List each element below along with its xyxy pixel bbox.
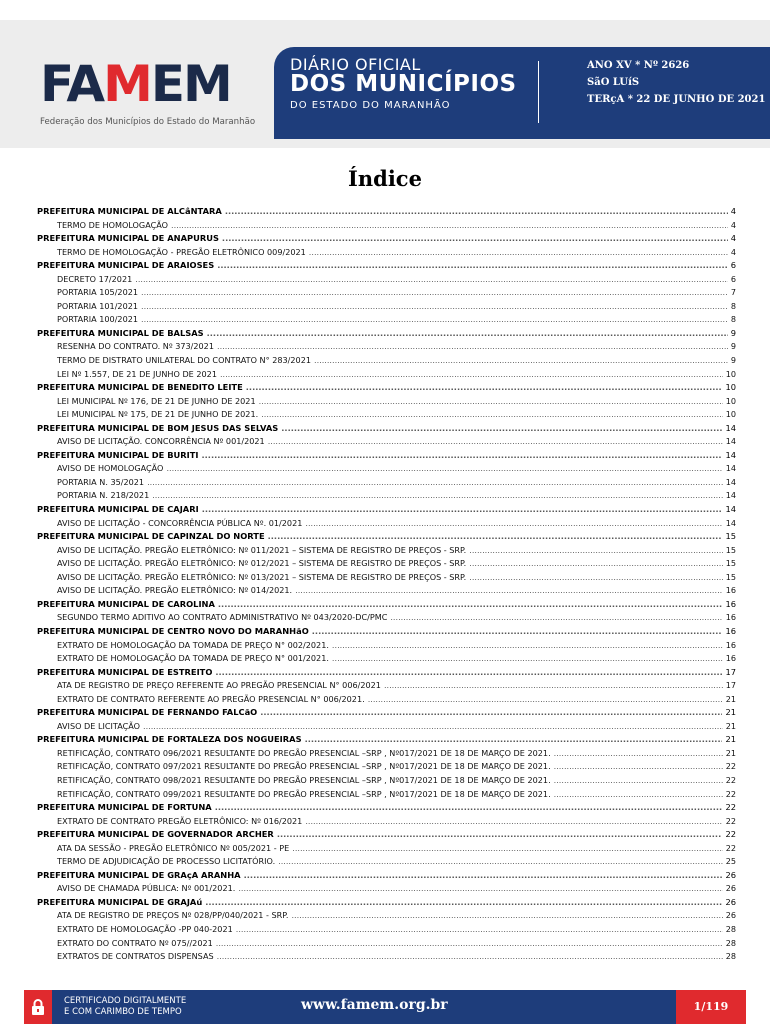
toc-leader xyxy=(152,490,722,500)
toc-leader xyxy=(305,518,722,528)
toc-leader xyxy=(202,450,723,460)
toc-leader xyxy=(292,843,722,853)
toc-section-heading[interactable] xyxy=(37,734,736,748)
toc-label: ATA DA SESSÃO - PREGÃO ELETRÔNICO Nº 005/2021 - PE xyxy=(57,842,290,853)
toc-entry[interactable] xyxy=(37,301,736,315)
toc-leader xyxy=(246,382,723,392)
toc-page-number: 16 xyxy=(725,639,736,650)
toc-leader xyxy=(216,938,723,948)
toc-entry[interactable] xyxy=(37,341,736,355)
toc-leader xyxy=(236,924,723,934)
title-line-2: DOS MUNICÍPIOS xyxy=(290,71,517,97)
toc-label: LEI MUNICIPAL Nº 176, DE 21 DE JUNHO DE 2021 xyxy=(57,395,256,406)
toc-section-heading[interactable] xyxy=(37,233,736,247)
toc-leader xyxy=(469,545,722,555)
toc-leader xyxy=(238,883,722,893)
toc-section-heading[interactable] xyxy=(37,450,736,464)
toc-label: RESENHA DO CONTRATO. Nº 373/2021 xyxy=(57,341,214,352)
page-number: 1/119 xyxy=(676,990,746,1024)
toc-leader xyxy=(554,789,723,799)
toc-leader xyxy=(332,640,723,650)
toc-page-number: 22 xyxy=(725,774,736,785)
title-banner xyxy=(274,47,770,139)
toc-entry[interactable] xyxy=(37,409,736,423)
toc-page-number: 21 xyxy=(725,693,736,704)
toc-label: TERMO DE HOMOLOGAÇÃO xyxy=(57,219,169,230)
toc-leader xyxy=(390,612,722,622)
toc-label: PREFEITURA MUNICIPAL DE GRAJAú xyxy=(37,896,203,907)
toc-page-number: 15 xyxy=(725,571,736,582)
toc-label: EXTRATOS DE CONTRATOS DISPENSAS xyxy=(57,951,214,962)
toc-entry[interactable] xyxy=(37,653,736,667)
toc-page-number: 22 xyxy=(725,815,736,826)
toc-page-number: 14 xyxy=(725,436,736,447)
toc-entry[interactable] xyxy=(37,287,736,301)
toc-page-number: 9 xyxy=(730,355,736,366)
toc-leader xyxy=(281,423,722,433)
toc-page-number: 26 xyxy=(725,869,736,880)
toc-label: PORTARIA N. 35/2021 xyxy=(57,476,145,487)
toc-entry[interactable] xyxy=(37,951,736,965)
toc-leader xyxy=(207,328,728,338)
toc-page-number: 26 xyxy=(725,910,736,921)
toc-label: ATA DE REGISTRO DE PREÇOS Nº 028/PP/040/2021 - SRP. xyxy=(57,910,289,921)
toc-leader xyxy=(469,558,722,568)
toc-leader xyxy=(217,951,723,961)
toc-page-number: 9 xyxy=(730,341,736,352)
toc-entry[interactable] xyxy=(37,490,736,504)
toc-entry[interactable] xyxy=(37,369,736,383)
toc-section-heading[interactable] xyxy=(37,382,736,396)
toc-page-number: 4 xyxy=(730,233,736,244)
toc-leader xyxy=(305,734,723,744)
table-of-contents xyxy=(37,206,736,965)
toc-label: AVISO DE CHAMADA PÚBLICA: Nº 001/2021. xyxy=(57,883,236,894)
toc-page-number: 25 xyxy=(725,856,736,867)
toc-entry[interactable] xyxy=(37,843,736,857)
toc-leader xyxy=(278,856,723,866)
toc-page-number: 28 xyxy=(725,923,736,934)
toc-section-heading[interactable] xyxy=(37,802,736,816)
toc-leader xyxy=(384,680,723,690)
toc-label: LEI MUNICIPAL Nº 175, DE 21 DE JUNHO DE 2021. xyxy=(57,409,259,420)
toc-leader xyxy=(217,260,728,270)
toc-leader xyxy=(554,775,723,785)
toc-page-number: 6 xyxy=(730,273,736,284)
toc-entry[interactable] xyxy=(37,938,736,952)
toc-label: RETIFICAÇÃO, CONTRATO 097/2021 RESULTANTE DO PREGÃO PRESENCIAL –SRP , Nº017/2021 DE 18 DE MARÇO DE 2021. xyxy=(57,761,551,772)
toc-page-number: 9 xyxy=(730,327,736,338)
toc-page-number: 22 xyxy=(725,842,736,853)
toc-label: PREFEITURA MUNICIPAL DE BURITI xyxy=(37,449,199,460)
toc-entry[interactable] xyxy=(37,748,736,762)
toc-label: AVISO DE LICITAÇÃO - CONCORRÊNCIA PÚBLICA Nº. 01/2021 xyxy=(57,517,303,528)
toc-page-number: 26 xyxy=(725,883,736,894)
toc-page-number: 4 xyxy=(730,246,736,257)
footer-bar xyxy=(24,990,746,1024)
toc-label: PREFEITURA MUNICIPAL DE FERNANDO FALCãO xyxy=(37,707,258,718)
toc-leader xyxy=(368,694,723,704)
toc-label: PREFEITURA MUNICIPAL DE BOM JESUS DAS SELVAS xyxy=(37,422,279,433)
toc-page-number: 22 xyxy=(725,802,736,813)
toc-label: RETIFICAÇÃO, CONTRATO 096/2021 RESULTANTE DO PREGÃO PRESENCIAL –SRP , Nº017/2021 DE 18 DE MARÇO DE 2021. xyxy=(57,747,551,758)
certificate-note xyxy=(64,996,186,1018)
logo-wordmark: FAMEM xyxy=(40,55,231,113)
index-title: Índice xyxy=(348,166,422,191)
toc-section-heading[interactable] xyxy=(37,599,736,613)
toc-page-number: 15 xyxy=(725,544,736,555)
toc-label: EXTRATO DO CONTRATO Nº 075//2021 xyxy=(57,937,213,948)
edition-date: TERçA * 22 DE JUNHO DE 2021 xyxy=(587,94,766,105)
toc-label: ATA DE REGISTRO DE PREÇO REFERENTE AO PREGÃO PRESENCIAL N° 006/2021 xyxy=(57,680,381,691)
edition-city: SãO LUíS xyxy=(587,77,640,88)
toc-entry[interactable] xyxy=(37,436,736,450)
masthead xyxy=(0,20,770,148)
toc-page-number: 16 xyxy=(725,598,736,609)
toc-section-heading[interactable] xyxy=(37,667,736,681)
toc-entry[interactable] xyxy=(37,910,736,924)
toc-label: AVISO DE LICITAÇÃO. PREGÃO ELETRÔNICO: Nº 012/2021 – SISTEMA DE REGISTRO DE PREÇOS - SRP. xyxy=(57,558,467,569)
toc-leader xyxy=(202,504,723,514)
toc-label: AVISO DE LICITAÇÃO. PREGÃO ELETRÔNICO: Nº 011/2021 – SISTEMA DE REGISTRO DE PREÇOS - SRP. xyxy=(57,544,467,555)
toc-section-heading[interactable] xyxy=(37,897,736,911)
toc-label: PREFEITURA MUNICIPAL DE FORTUNA xyxy=(37,802,212,813)
title-line-1: DIÁRIO OFICIAL xyxy=(290,55,421,74)
toc-leader xyxy=(141,301,728,311)
toc-page-number: 22 xyxy=(725,788,736,799)
toc-leader xyxy=(205,897,722,907)
toc-page-number: 28 xyxy=(725,951,736,962)
toc-page-number: 8 xyxy=(730,300,736,311)
toc-leader xyxy=(295,585,723,595)
toc-entry[interactable] xyxy=(37,396,736,410)
toc-page-number: 17 xyxy=(725,666,736,677)
toc-page-number: 22 xyxy=(725,761,736,772)
toc-page-number: 26 xyxy=(725,896,736,907)
toc-page-number: 4 xyxy=(730,219,736,230)
toc-leader xyxy=(261,409,723,419)
toc-leader xyxy=(143,721,723,731)
toc-entry[interactable] xyxy=(37,220,736,234)
toc-page-number: 10 xyxy=(725,409,736,420)
toc-entry[interactable] xyxy=(37,477,736,491)
toc-entry[interactable] xyxy=(37,816,736,830)
toc-label: PREFEITURA MUNICIPAL DE ALCâNTARA xyxy=(37,206,222,216)
toc-section-heading[interactable] xyxy=(37,423,736,437)
toc-leader xyxy=(309,247,728,257)
toc-leader xyxy=(268,436,723,446)
toc-page-number: 14 xyxy=(725,490,736,501)
toc-page-number: 14 xyxy=(725,422,736,433)
edition-number: ANO XV * Nº 2626 xyxy=(587,60,690,71)
toc-page-number: 22 xyxy=(725,829,736,840)
toc-leader xyxy=(217,341,728,351)
toc-leader xyxy=(268,531,723,541)
toc-leader xyxy=(314,355,728,365)
toc-label: PREFEITURA MUNICIPAL DE ANAPURUS xyxy=(37,233,219,244)
toc-leader xyxy=(554,748,723,758)
toc-leader xyxy=(277,829,723,839)
toc-entry[interactable] xyxy=(37,572,736,586)
toc-entry[interactable] xyxy=(37,883,736,897)
toc-label: PREFEITURA MUNICIPAL DE ESTREITO xyxy=(37,666,213,677)
toc-page-number: 7 xyxy=(730,287,736,298)
toc-page-number: 6 xyxy=(730,260,736,271)
toc-label: RETIFICAÇÃO, CONTRATO 098/2021 RESULTANTE DO PREGÃO PRESENCIAL –SRP , Nº017/2021 DE 18 DE MARÇO DE 2021. xyxy=(57,774,551,785)
toc-leader xyxy=(312,626,723,636)
toc-label: PORTARIA 105/2021 xyxy=(57,287,139,298)
toc-page-number: 15 xyxy=(725,558,736,569)
toc-label: PREFEITURA MUNICIPAL DE CAJARI xyxy=(37,504,199,515)
toc-label: PORTARIA 100/2021 xyxy=(57,314,139,325)
toc-leader xyxy=(260,707,722,717)
toc-label: AVISO DE LICITAÇÃO xyxy=(57,720,141,731)
logo-subtitle: Federação dos Municípios do Estado do Maranhão xyxy=(40,117,256,127)
toc-label: PREFEITURA MUNICIPAL DE FORTALEZA DOS NOGUEIRAS xyxy=(37,734,302,745)
toc-leader xyxy=(215,667,722,677)
toc-entry[interactable] xyxy=(37,518,736,532)
toc-label: PORTARIA N. 218/2021 xyxy=(57,490,150,501)
banner-divider xyxy=(538,61,539,123)
toc-label: AVISO DE LICITAÇÃO. PREGÃO ELETRÔNICO: Nº 013/2021 – SISTEMA DE REGISTRO DE PREÇOS - SRP. xyxy=(57,571,467,582)
toc-section-heading[interactable] xyxy=(37,206,736,220)
toc-label: PREFEITURA MUNICIPAL DE BENEDITO LEITE xyxy=(37,382,243,393)
toc-entry[interactable] xyxy=(37,545,736,559)
toc-page-number: 21 xyxy=(725,734,736,745)
toc-page-number: 15 xyxy=(725,531,736,542)
lock-icon xyxy=(31,999,45,1015)
cert-line-2: E COM CARIMBO DE TEMPO xyxy=(64,1007,182,1017)
toc-entry[interactable] xyxy=(37,640,736,654)
toc-entry[interactable] xyxy=(37,247,736,261)
toc-page-number: 10 xyxy=(725,382,736,393)
toc-section-heading[interactable] xyxy=(37,531,736,545)
toc-entry[interactable] xyxy=(37,789,736,803)
toc-leader xyxy=(291,910,722,920)
title-line-3: DO ESTADO DO MARANHÃO xyxy=(290,100,451,111)
toc-entry[interactable] xyxy=(37,761,736,775)
toc-page-number: 14 xyxy=(725,504,736,515)
toc-page-number: 10 xyxy=(725,395,736,406)
toc-label: PREFEITURA MUNICIPAL DE GRAçA ARANHA xyxy=(37,869,241,880)
toc-page-number: 21 xyxy=(725,747,736,758)
toc-entry[interactable] xyxy=(37,694,736,708)
toc-label: EXTRATO DE HOMOLOGAÇÃO DA TOMADA DE PREÇO N° 001/2021. xyxy=(57,653,329,664)
toc-section-heading[interactable] xyxy=(37,829,736,843)
toc-leader xyxy=(554,761,723,771)
toc-label: EXTRATO DE CONTRATO PREGÃO ELETRÔNICO: Nº 016/2021 xyxy=(57,815,303,826)
toc-entry[interactable] xyxy=(37,924,736,938)
toc-page-number: 28 xyxy=(725,937,736,948)
toc-leader xyxy=(166,463,722,473)
toc-label: RETIFICAÇÃO, CONTRATO 099/2021 RESULTANTE DO PREGÃO PRESENCIAL –SRP , Nº017/2021 DE 18 DE MARÇO DE 2021. xyxy=(57,788,551,799)
toc-page-number: 21 xyxy=(725,707,736,718)
toc-page-number: 14 xyxy=(725,449,736,460)
toc-label: PORTARIA 101/2021 xyxy=(57,300,139,311)
toc-label: SEGUNDO TERMO ADITIVO AO CONTRATO ADMINISTRATIVO Nº 043/2020-DC/PMC xyxy=(57,612,388,623)
toc-section-heading[interactable] xyxy=(37,707,736,721)
toc-leader xyxy=(171,220,728,230)
toc-entry[interactable] xyxy=(37,612,736,626)
cert-line-1: CERTIFICADO DIGITALMENTE xyxy=(64,996,187,1006)
toc-label: LEI Nº 1.557, DE 21 DE JUNHO DE 2021 xyxy=(57,368,217,379)
toc-page-number: 4 xyxy=(730,206,736,216)
toc-label: AVISO DE LICITAÇÃO. PREGÃO ELETRÔNICO: Nº 014/2021. xyxy=(57,585,293,596)
lock-badge xyxy=(24,990,52,1024)
toc-page-number: 17 xyxy=(725,680,736,691)
toc-label: EXTRATO DE HOMOLOGAÇÃO DA TOMADA DE PREÇO N° 002/2021. xyxy=(57,639,329,650)
toc-section-heading[interactable] xyxy=(37,504,736,518)
toc-leader xyxy=(222,233,728,243)
toc-leader xyxy=(135,274,728,284)
famem-logo xyxy=(40,56,280,136)
toc-label: AVISO DE LICITAÇÃO. CONCORRÊNCIA Nº 001/2021 xyxy=(57,436,265,447)
toc-label: PREFEITURA MUNICIPAL DE GOVERNADOR ARCHER xyxy=(37,829,274,840)
toc-page-number: 10 xyxy=(725,368,736,379)
toc-label: DECRETO 17/2021 xyxy=(57,273,133,284)
toc-label: EXTRATO DE HOMOLOGAÇÃO -PP 040-2021 xyxy=(57,923,233,934)
toc-page-number: 14 xyxy=(725,476,736,487)
toc-page-number: 21 xyxy=(725,720,736,731)
toc-label: TERMO DE HOMOLOGAÇÃO - PREGÃO ELETRÔNICO 009/2021 xyxy=(57,246,306,257)
toc-label: PREFEITURA MUNICIPAL DE CAROLINA xyxy=(37,598,215,609)
toc-label: PREFEITURA MUNICIPAL DE BALSAS xyxy=(37,327,204,338)
toc-leader xyxy=(147,477,723,487)
toc-leader xyxy=(141,287,728,297)
toc-entry[interactable] xyxy=(37,463,736,477)
toc-leader xyxy=(259,396,723,406)
toc-leader xyxy=(305,816,722,826)
toc-page-number: 16 xyxy=(725,612,736,623)
toc-label: PREFEITURA MUNICIPAL DE CENTRO NOVO DO MARANHãO xyxy=(37,625,309,636)
toc-entry[interactable] xyxy=(37,274,736,288)
toc-entry[interactable] xyxy=(37,355,736,369)
toc-section-heading[interactable] xyxy=(37,260,736,274)
toc-leader xyxy=(225,206,728,216)
toc-entry[interactable] xyxy=(37,721,736,735)
toc-entry[interactable] xyxy=(37,314,736,328)
toc-page-number: 14 xyxy=(725,517,736,528)
toc-entry[interactable] xyxy=(37,775,736,789)
toc-label: TERMO DE ADJUDICAÇÃO DE PROCESSO LICITATÓRIO. xyxy=(57,856,276,867)
toc-leader xyxy=(244,870,723,880)
toc-label: TERMO DE DISTRATO UNILATERAL DO CONTRATO N° 283/2021 xyxy=(57,355,311,366)
toc-page-number: 16 xyxy=(725,653,736,664)
toc-leader xyxy=(220,369,723,379)
toc-leader xyxy=(215,802,723,812)
toc-leader xyxy=(218,599,723,609)
toc-leader xyxy=(141,314,728,324)
toc-leader xyxy=(469,572,722,582)
toc-section-heading[interactable] xyxy=(37,626,736,640)
toc-leader xyxy=(332,653,723,663)
toc-entry[interactable] xyxy=(37,585,736,599)
toc-entry[interactable] xyxy=(37,558,736,572)
toc-page-number: 14 xyxy=(725,463,736,474)
toc-entry[interactable] xyxy=(37,680,736,694)
edition-info xyxy=(587,57,765,108)
toc-page-number: 16 xyxy=(725,625,736,636)
toc-page-number: 16 xyxy=(725,585,736,596)
website-link[interactable]: www.famem.org.br xyxy=(301,997,448,1013)
toc-label: PREFEITURA MUNICIPAL DE CAPINZAL DO NORTE xyxy=(37,531,265,542)
toc-page-number: 8 xyxy=(730,314,736,325)
toc-label: AVISO DE HOMOLOGAÇÃO xyxy=(57,463,164,474)
toc-entry[interactable] xyxy=(37,856,736,870)
toc-section-heading[interactable] xyxy=(37,870,736,884)
toc-label: EXTRATO DE CONTRATO REFERENTE AO PREGÃO PRESENCIAL N° 006/2021. xyxy=(57,693,365,704)
toc-label: PREFEITURA MUNICIPAL DE ARAIOSES xyxy=(37,260,215,271)
toc-section-heading[interactable] xyxy=(37,328,736,342)
